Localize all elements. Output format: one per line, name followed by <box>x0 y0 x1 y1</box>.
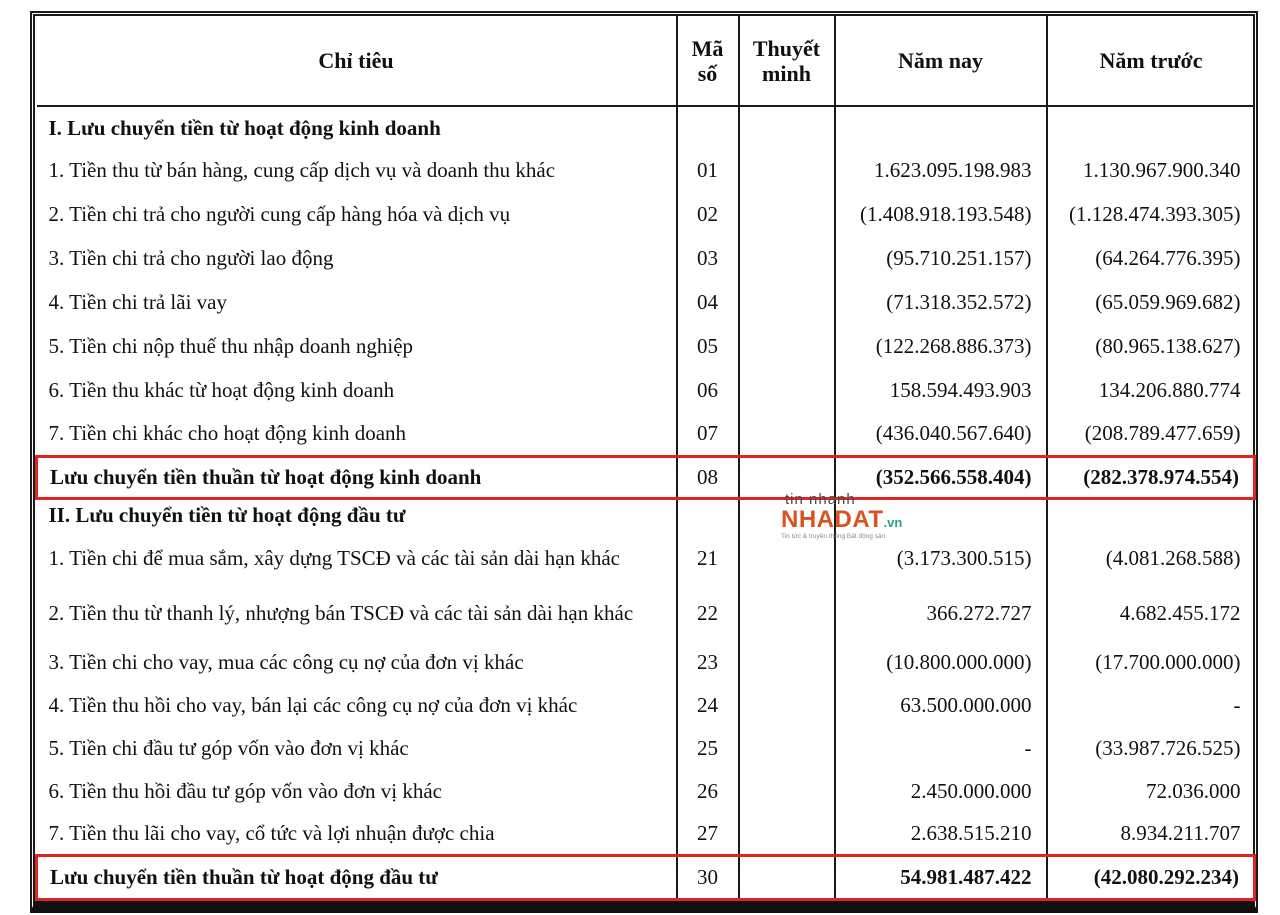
prior-year-cell: (64.264.776.395) <box>1095 246 1241 270</box>
header-current-year: Năm nay <box>835 16 1047 106</box>
prior-year-cell: (1.128.474.393.305) <box>1069 202 1241 226</box>
current-year-cell: (10.800.000.000) <box>835 640 1047 683</box>
code-cell: 07 <box>677 412 739 456</box>
prior-year-cell: 1.130.967.900.340 <box>1083 158 1241 182</box>
current-year-cell <box>835 498 1047 530</box>
code-cell: 06 <box>677 368 739 412</box>
header-row <box>37 16 1255 106</box>
watermark-tagline-bottom: Tin tức & truyền thông Bất động sản <box>781 533 886 540</box>
code-cell: 02 <box>677 192 739 236</box>
notes-cell <box>739 236 835 280</box>
prior-year-cell: (42.080.292.234) <box>1047 855 1255 899</box>
current-year-cell: (71.318.352.572) <box>835 280 1047 324</box>
current-year-cell: 63.500.000.000 <box>835 683 1047 726</box>
notes-cell <box>739 456 835 498</box>
notes-cell <box>739 530 835 585</box>
notes-cell <box>739 106 835 148</box>
current-year-cell <box>835 106 1047 148</box>
prior-year-cell: 8.934.211.707 <box>1120 820 1241 845</box>
table-row <box>37 236 1255 280</box>
notes-cell <box>739 148 835 192</box>
code-cell: 23 <box>677 640 739 683</box>
table-row <box>37 148 1255 192</box>
code-cell: 08 <box>677 456 739 498</box>
header-criteria: Chỉ tiêu <box>37 16 677 106</box>
table-row <box>37 324 1255 368</box>
criteria-cell: 4. Tiền chi trả lãi vay <box>37 280 677 324</box>
criteria-cell: 3. Tiền chi trả cho người lao động <box>37 236 677 280</box>
code-cell: 03 <box>677 236 739 280</box>
current-year-cell: - <box>835 726 1047 769</box>
code-cell: 01 <box>677 148 739 192</box>
criteria-cell: 6. Tiền thu hồi đầu tư góp vốn vào đơn vị khác <box>37 769 677 812</box>
criteria-cell: Lưu chuyển tiền thuần từ hoạt động kinh doanh <box>37 456 677 498</box>
current-year-cell: (1.408.918.193.548) <box>835 192 1047 236</box>
prior-year-cell <box>1047 106 1255 148</box>
header-notes: Thuyết minh <box>739 16 835 106</box>
current-year-cell: (352.566.558.404) <box>835 456 1047 498</box>
code-cell: 05 <box>677 324 739 368</box>
current-year-cell: (95.710.251.157) <box>835 236 1047 280</box>
table-row <box>37 812 1255 855</box>
current-year-cell: 54.981.487.422 <box>835 855 1047 899</box>
header-prior-year: Năm trước <box>1047 16 1255 106</box>
code-cell <box>677 498 739 530</box>
watermark-brand-text: NHADAT <box>781 506 884 533</box>
notes-cell <box>739 855 835 899</box>
notes-cell <box>739 640 835 683</box>
prior-year-cell: 134.206.880.774 <box>1098 378 1241 402</box>
criteria-cell: II. Lưu chuyển tiền từ hoạt động đầu tư <box>37 498 677 530</box>
criteria-cell: 3. Tiền chi cho vay, mua các công cụ nợ của đơn vị khác <box>37 640 677 683</box>
prior-year-cell: (17.700.000.000) <box>1095 649 1241 674</box>
table-row <box>37 412 1255 456</box>
criteria-cell: 2. Tiền thu từ thanh lý, nhượng bán TSCĐ và các tài sản dài hạn khác <box>37 585 677 640</box>
notes-cell <box>739 812 835 855</box>
table-row <box>37 192 1255 236</box>
prior-year-cell: (80.965.138.627) <box>1095 334 1241 358</box>
section-row <box>37 106 1255 148</box>
table-row <box>37 683 1255 726</box>
current-year-cell: 2.638.515.210 <box>835 812 1047 855</box>
criteria-cell: 5. Tiền chi đầu tư góp vốn vào đơn vị khác <box>37 726 677 769</box>
prior-year-cell: 72.036.000 <box>1146 778 1241 803</box>
prior-year-cell <box>1047 498 1255 530</box>
notes-cell <box>739 412 835 456</box>
notes-cell <box>739 368 835 412</box>
criteria-cell: 7. Tiền thu lãi cho vay, cổ tức và lợi nhuận được chia <box>37 812 677 855</box>
cash-flow-table <box>35 16 1256 901</box>
notes-cell <box>739 585 835 640</box>
total-row <box>37 855 1255 899</box>
current-year-cell: (122.268.886.373) <box>835 324 1047 368</box>
current-year-cell: 1.623.095.198.983 <box>835 148 1047 192</box>
criteria-cell: 5. Tiền chi nộp thuế thu nhập doanh nghiệp <box>37 324 677 368</box>
prior-year-cell: (65.059.969.682) <box>1095 290 1241 314</box>
criteria-cell: Lưu chuyển tiền thuần từ hoạt động đầu tư <box>37 855 677 899</box>
criteria-cell: 7. Tiền chi khác cho hoạt động kinh doanh <box>37 412 677 456</box>
criteria-cell: I. Lưu chuyển tiền từ hoạt động kinh doanh <box>37 106 677 148</box>
section-row <box>37 498 1255 530</box>
watermark-tagline-top: tin nhanh <box>785 491 856 508</box>
cash-flow-table-container <box>30 11 1258 913</box>
current-year-cell: 2.450.000.000 <box>835 769 1047 812</box>
notes-cell <box>739 280 835 324</box>
table-row <box>37 368 1255 412</box>
code-cell <box>677 106 739 148</box>
prior-year-cell: (208.789.477.659) <box>1084 421 1241 446</box>
table-row <box>37 769 1255 812</box>
header-code: Mã số <box>677 16 739 106</box>
current-year-cell: 366.272.727 <box>835 585 1047 640</box>
notes-cell <box>739 769 835 812</box>
code-cell: 27 <box>677 812 739 855</box>
table-row <box>37 640 1255 683</box>
prior-year-cell: (4.081.268.588) <box>1105 545 1241 570</box>
prior-year-cell: - <box>1233 692 1241 717</box>
code-cell: 21 <box>677 530 739 585</box>
notes-cell <box>739 192 835 236</box>
notes-cell <box>739 726 835 769</box>
code-cell: 04 <box>677 280 739 324</box>
table-row <box>37 280 1255 324</box>
code-cell: 26 <box>677 769 739 812</box>
table-row <box>37 530 1255 585</box>
prior-year-cell: 4.682.455.172 <box>1119 600 1241 625</box>
code-cell: 25 <box>677 726 739 769</box>
table-row <box>37 726 1255 769</box>
code-cell: 22 <box>677 585 739 640</box>
code-cell: 30 <box>677 855 739 899</box>
criteria-cell: 1. Tiền thu từ bán hàng, cung cấp dịch vụ và doanh thu khác <box>37 148 677 192</box>
prior-year-cell: (282.378.974.554) <box>1047 456 1255 498</box>
current-year-cell: 158.594.493.903 <box>835 368 1047 412</box>
criteria-cell: 6. Tiền thu khác từ hoạt động kinh doanh <box>37 368 677 412</box>
current-year-cell: (436.040.567.640) <box>835 412 1047 456</box>
watermark-domain-suffix: .vn <box>883 515 903 530</box>
notes-cell <box>739 324 835 368</box>
notes-cell <box>739 683 835 726</box>
criteria-cell: 1. Tiền chi để mua sắm, xây dựng TSCĐ và các tài sản dài hạn khác <box>37 530 677 585</box>
criteria-cell: 2. Tiền chi trả cho người cung cấp hàng hóa và dịch vụ <box>37 192 677 236</box>
notes-cell <box>739 498 835 530</box>
total-row <box>37 456 1255 498</box>
table-row <box>37 585 1255 640</box>
current-year-cell: (3.173.300.515) <box>835 530 1047 585</box>
prior-year-cell: (33.987.726.525) <box>1095 735 1241 760</box>
code-cell: 24 <box>677 683 739 726</box>
criteria-cell: 4. Tiền thu hồi cho vay, bán lại các công cụ nợ của đơn vị khác <box>37 683 677 726</box>
